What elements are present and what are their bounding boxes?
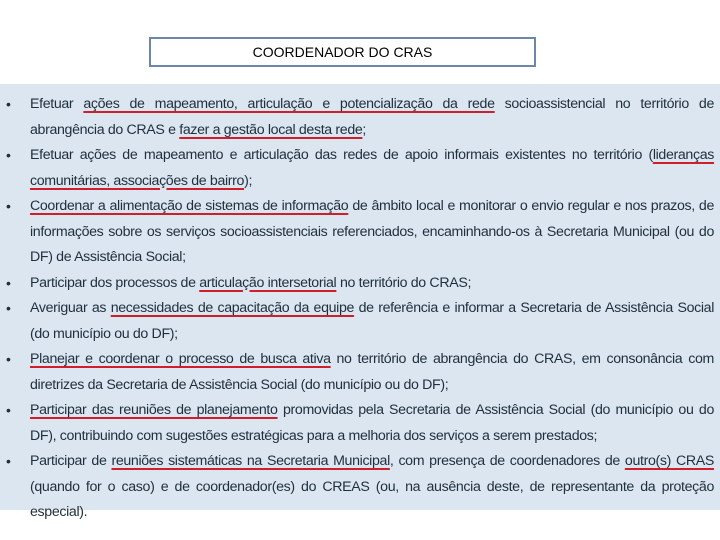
duty-item: [30, 347, 714, 398]
duty-text: Efetuar: [30, 96, 84, 112]
duty-text: (quando for o caso) e de coordenador(es) do CREAS (ou, na ausência deste, de representante da proteção especial).: [30, 478, 714, 520]
page-title-text: COORDENADOR DO CRAS: [252, 44, 433, 60]
duty-item: [30, 449, 714, 526]
duty-highlight: ações de mapeamento, articulação e potencialização da rede: [83, 96, 495, 112]
duty-text: promovidas pela Secretaria de Assistência Social (do município ou do DF), contribuindo com sugestões estratégicas para a melhoria dos serviços a serem prestados;: [30, 402, 714, 444]
duty-highlight: Planejar e coordenar o processo de busca ativa: [30, 351, 331, 367]
page-title: [149, 37, 536, 67]
duty-highlight: lideranças comunitárias, associações de bairro: [30, 147, 714, 189]
duty-item: [30, 271, 714, 297]
duties-panel: [0, 84, 720, 520]
duty-text: socioassistencial no território de abrangência do CRAS e: [30, 96, 714, 138]
duty-highlight: Coordenar a alimentação de sistemas de informação: [30, 198, 349, 214]
duty-item: [30, 296, 714, 347]
duty-text: Efetuar ações de mapeamento e articulação das redes de apoio informais existentes no território (: [30, 147, 653, 163]
duty-highlight: Participar das reuniões de planejamento: [30, 402, 278, 418]
duty-text: ;: [362, 121, 367, 138]
duty-text: Participar de: [30, 453, 112, 469]
duty-item: [30, 143, 714, 194]
duties-list: [0, 84, 720, 526]
duty-text: , com presença de coordenadores de: [389, 453, 625, 469]
duty-text: no território de abrangência do CRAS, em consonância com diretrizes da Secretaria de Assistência Social (do município ou do DF);: [30, 351, 714, 393]
duty-item: [30, 92, 714, 143]
duty-text: Participar dos processos de: [30, 274, 200, 291]
duty-highlight: reuniões sistemáticas na Secretaria Municipal: [111, 453, 390, 469]
duty-text: de âmbito local e monitorar o envio regular e nos prazos, de informações sobre os serviços socioassistenciais referenciados, encaminhando-os à Secretaria Municipal (ou do DF) de Assistência Social;: [30, 198, 714, 265]
duty-highlight: fazer a gestão local desta rede: [179, 121, 363, 138]
duty-text: Averiguar as: [30, 300, 111, 316]
duty-text: de referência e informar a Secretaria de Assistência Social (do município ou do DF);: [30, 300, 714, 342]
duty-item: [30, 194, 714, 271]
duty-item: [30, 398, 714, 449]
duty-highlight: articulação intersetorial: [199, 274, 337, 291]
duty-text: );: [244, 172, 253, 189]
duty-text: no território do CRAS;: [336, 274, 472, 291]
duty-highlight: outro(s) CRAS: [624, 453, 714, 469]
duty-highlight: necessidades de capacitação da equipe: [110, 300, 355, 316]
